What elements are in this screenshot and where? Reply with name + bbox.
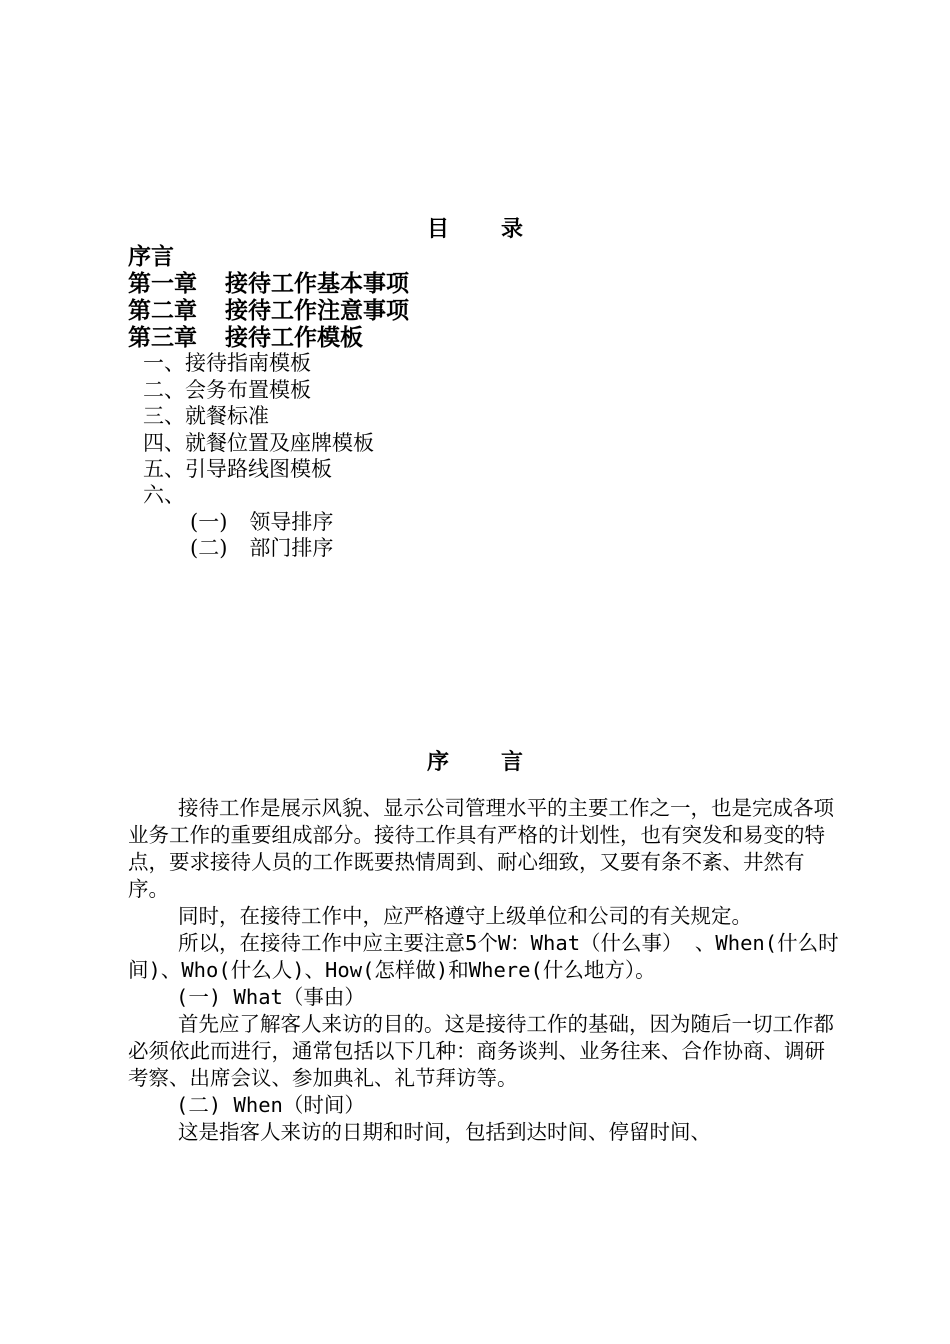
toc-preface: 序言 [128, 243, 174, 270]
toc-subitem: (二) 部门排序 [190, 536, 334, 560]
toc-item: 一、接待指南模板 [143, 351, 311, 375]
paragraph: 同时，在接待工作中，应严格遵守上级单位和公司的有关规定。 [178, 904, 752, 928]
subheading-when: (二) When（时间） [176, 1093, 365, 1117]
toc-title: 目 录 [426, 216, 524, 242]
toc-subitem: (一) 领导排序 [190, 510, 334, 534]
toc-item: 四、就餐位置及座牌模板 [143, 431, 374, 455]
paragraph: 接待工作是展示风貌、显示公司管理水平的主要工作之一，也是完成各项业务工作的重要组成部分。接待工作具有严格的计划性，也有突发和易变的特点，要求接待人员的工作既要热情周到、耐心细致，又要有条不紊、井然有序。 [128, 796, 834, 901]
toc-chapter-1: 第一章 接待工作基本事项 [128, 270, 409, 297]
paragraph: 所以，在接待工作中应主要注意5个W：What（什么事） 、When(什么时间)、Who(什么人)、How(怎样做)和Where(什么地方）。 [128, 931, 839, 982]
toc-item: 二、会务布置模板 [143, 378, 311, 402]
toc-item: 五、引导路线图模板 [143, 457, 332, 481]
paragraph: 首先应了解客人来访的目的。这是接待工作的基础，因为随后一切工作都必须依此而进行，通常包括以下几种：商务谈判、业务往来、合作协商、调研考察、出席会议、参加典礼、礼节拜访等。 [128, 1012, 834, 1090]
preface-title: 序 言 [426, 749, 524, 775]
toc-item: 三、就餐标准 [143, 404, 269, 428]
toc-chapter-2: 第二章 接待工作注意事项 [128, 297, 409, 324]
preface-body [128, 795, 840, 1146]
toc-chapter-3: 第三章 接待工作模板 [128, 324, 363, 351]
toc-item: 六、 [143, 483, 185, 507]
paragraph: 这是指客人来访的日期和时间，包括到达时间、停留时间、 [178, 1120, 711, 1144]
subheading-what: (一) What（事由） [176, 985, 365, 1009]
